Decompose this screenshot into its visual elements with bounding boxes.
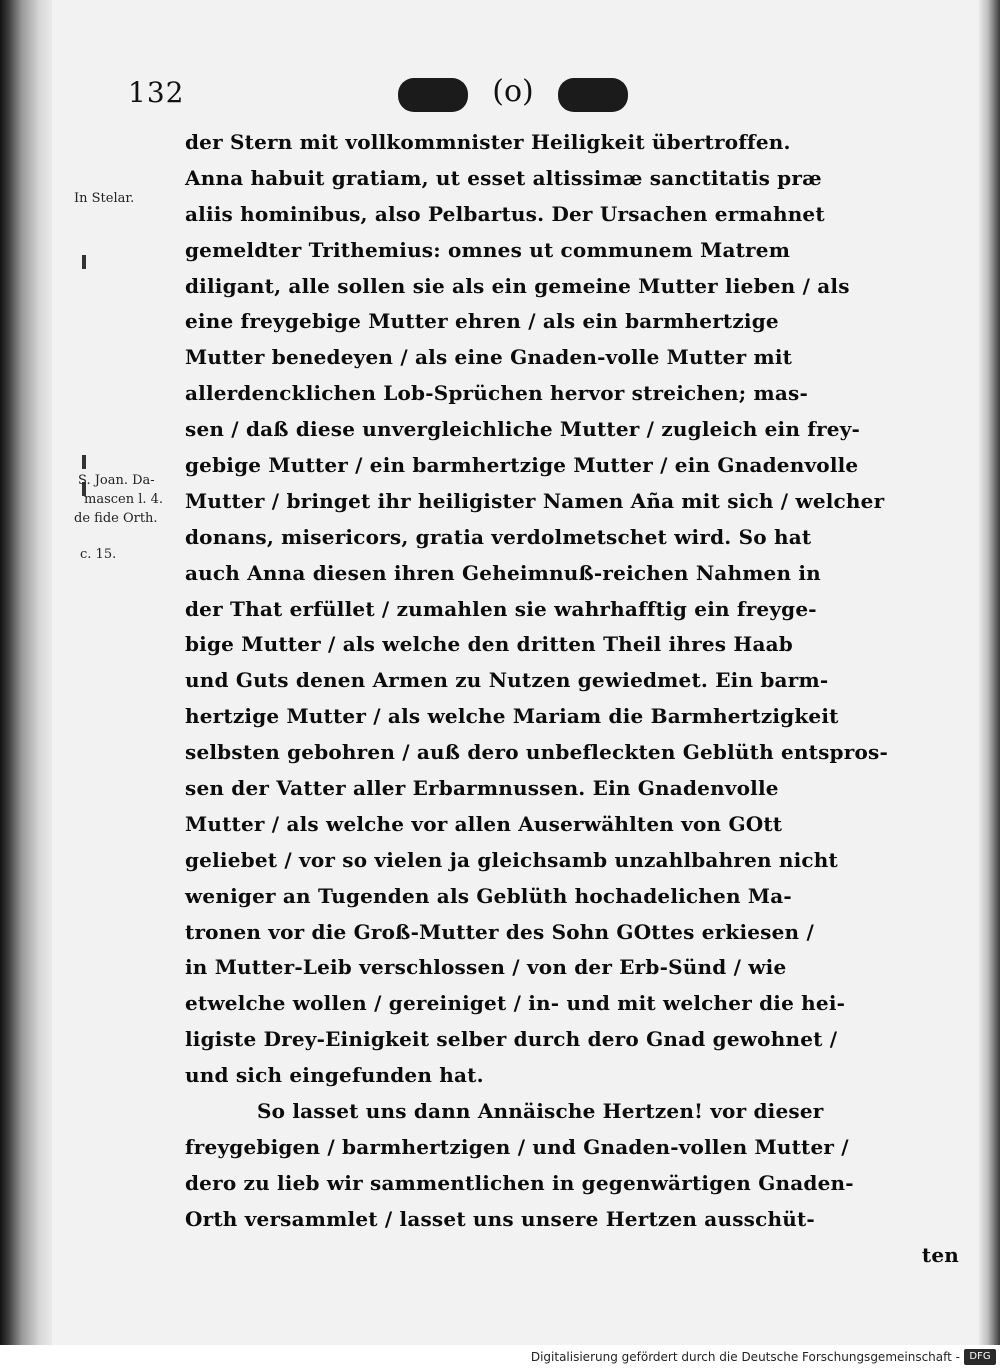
text-line: So lasset uns dann Annäische Hertzen! vor dieser <box>257 1099 824 1124</box>
text-line: etwelche wollen / gereiniget / in- und mit welcher die hei- <box>185 991 846 1016</box>
text-line: hertzige Mutter / als welche Mariam die Barmhertzigkeit <box>185 704 839 729</box>
text-line: freygebigen / barmhertzigen / und Gnaden-vollen Mutter / <box>185 1134 849 1159</box>
binding-mark <box>82 255 86 269</box>
binding-mark <box>82 455 86 469</box>
margin-note-damascen-2: mascen l. 4. <box>84 492 164 507</box>
text-line: diligant, alle sollen sie als ein gemeine Mutter lieben / als <box>185 273 850 298</box>
margin-note-damascen-4: c. 15. <box>80 547 117 562</box>
text-line: sen der Vatter aller Erbarmnussen. Ein Gnadenvolle <box>185 776 779 801</box>
text-line: allerdencklichen Lob-Sprüchen hervor streichen; mas- <box>185 381 809 406</box>
text-line: Anna habuit gratiam, ut esset altissimæ sanctitatis præ <box>185 165 822 190</box>
margin-note-damascen-1: S. Joan. Da- <box>78 473 155 488</box>
text-line: bige Mutter / als welche den dritten Theil ihres Haab <box>185 632 793 657</box>
text-line: eine freygebige Mutter ehren / als ein barmhertzige <box>185 309 779 334</box>
text-line: Mutter benedeyen / als eine Gnaden-volle Mutter mit <box>185 345 793 370</box>
text-line: ligiste Drey-Einigkeit selber durch dero Gnad gewohnet / <box>185 1027 838 1052</box>
margin-note-in-stelar: In Stelar. <box>74 191 135 206</box>
text-line: und Guts denen Armen zu Nutzen gewiedmet. Ein barm- <box>185 668 829 693</box>
catchword: ten <box>921 1242 959 1267</box>
text-line: und sich eingefunden hat. <box>185 1063 484 1088</box>
header-ornament <box>398 74 628 118</box>
text-line: tronen vor die Groß-Mutter des Sohn GOttes erkiesen / <box>185 919 814 944</box>
footer-credit: Digitalisierung gefördert durch die Deutsche Forschungsgemeinschaft - <box>530 1350 960 1364</box>
body-text <box>185 125 965 1274</box>
text-line: selbsten gebohren / auß dero unbefleckten Geblüth entspros- <box>185 740 888 765</box>
digitization-footer <box>0 1345 1000 1370</box>
text-line: donans, misericors, gratia verdolmetschet wird. So hat <box>185 524 812 549</box>
text-line: Mutter / bringet ihr heiligister Namen Aña mit sich / welcher <box>185 488 885 513</box>
text-line: der That erfüllet / zumahlen sie wahrhafftig ein freyge- <box>185 596 817 621</box>
dfg-logo-icon: DFG <box>964 1349 996 1365</box>
text-line: aliis hominibus, also Pelbartus. Der Ursachen ermahnet <box>185 201 825 226</box>
ornament-center: (o) <box>492 74 534 109</box>
text-line: dero zu lieb wir sammentlichen in gegenwärtigen Gnaden- <box>185 1170 854 1195</box>
text-line: weniger an Tugenden als Geblüth hochadelichen Ma- <box>185 883 792 908</box>
scan-left-edge <box>0 0 52 1345</box>
text-line: Mutter / als welche vor allen Auserwählten von GOtt <box>185 811 783 836</box>
ornament-flourish-left-icon <box>398 78 468 112</box>
page-number: 132 <box>128 76 185 109</box>
page-header <box>128 74 928 122</box>
ornament-flourish-right-icon <box>558 78 628 112</box>
text-line: in Mutter-Leib verschlossen / von der Erb-Sünd / wie <box>185 955 787 980</box>
text-line: gebige Mutter / ein barmhertzige Mutter / ein Gnadenvolle <box>185 453 859 478</box>
text-line: der Stern mit vollkommnister Heiligkeit übertroffen. <box>185 130 791 154</box>
text-line: auch Anna diesen ihren Geheimnuß-reichen Nahmen in <box>185 560 821 585</box>
text-line: gemeldter Trithemius: omnes ut communem Matrem <box>185 237 791 262</box>
text-line: geliebet / vor so vielen ja gleichsamb unzahlbahren nicht <box>185 847 838 872</box>
text-line: sen / daß diese unvergleichliche Mutter / zugleich ein frey- <box>185 417 861 442</box>
margin-note-damascen-3: de fide Orth. <box>74 511 158 526</box>
text-line: Orth versammlet / lasset uns unsere Hertzen ausschüt- <box>185 1206 815 1231</box>
scan-right-edge <box>978 0 1000 1345</box>
